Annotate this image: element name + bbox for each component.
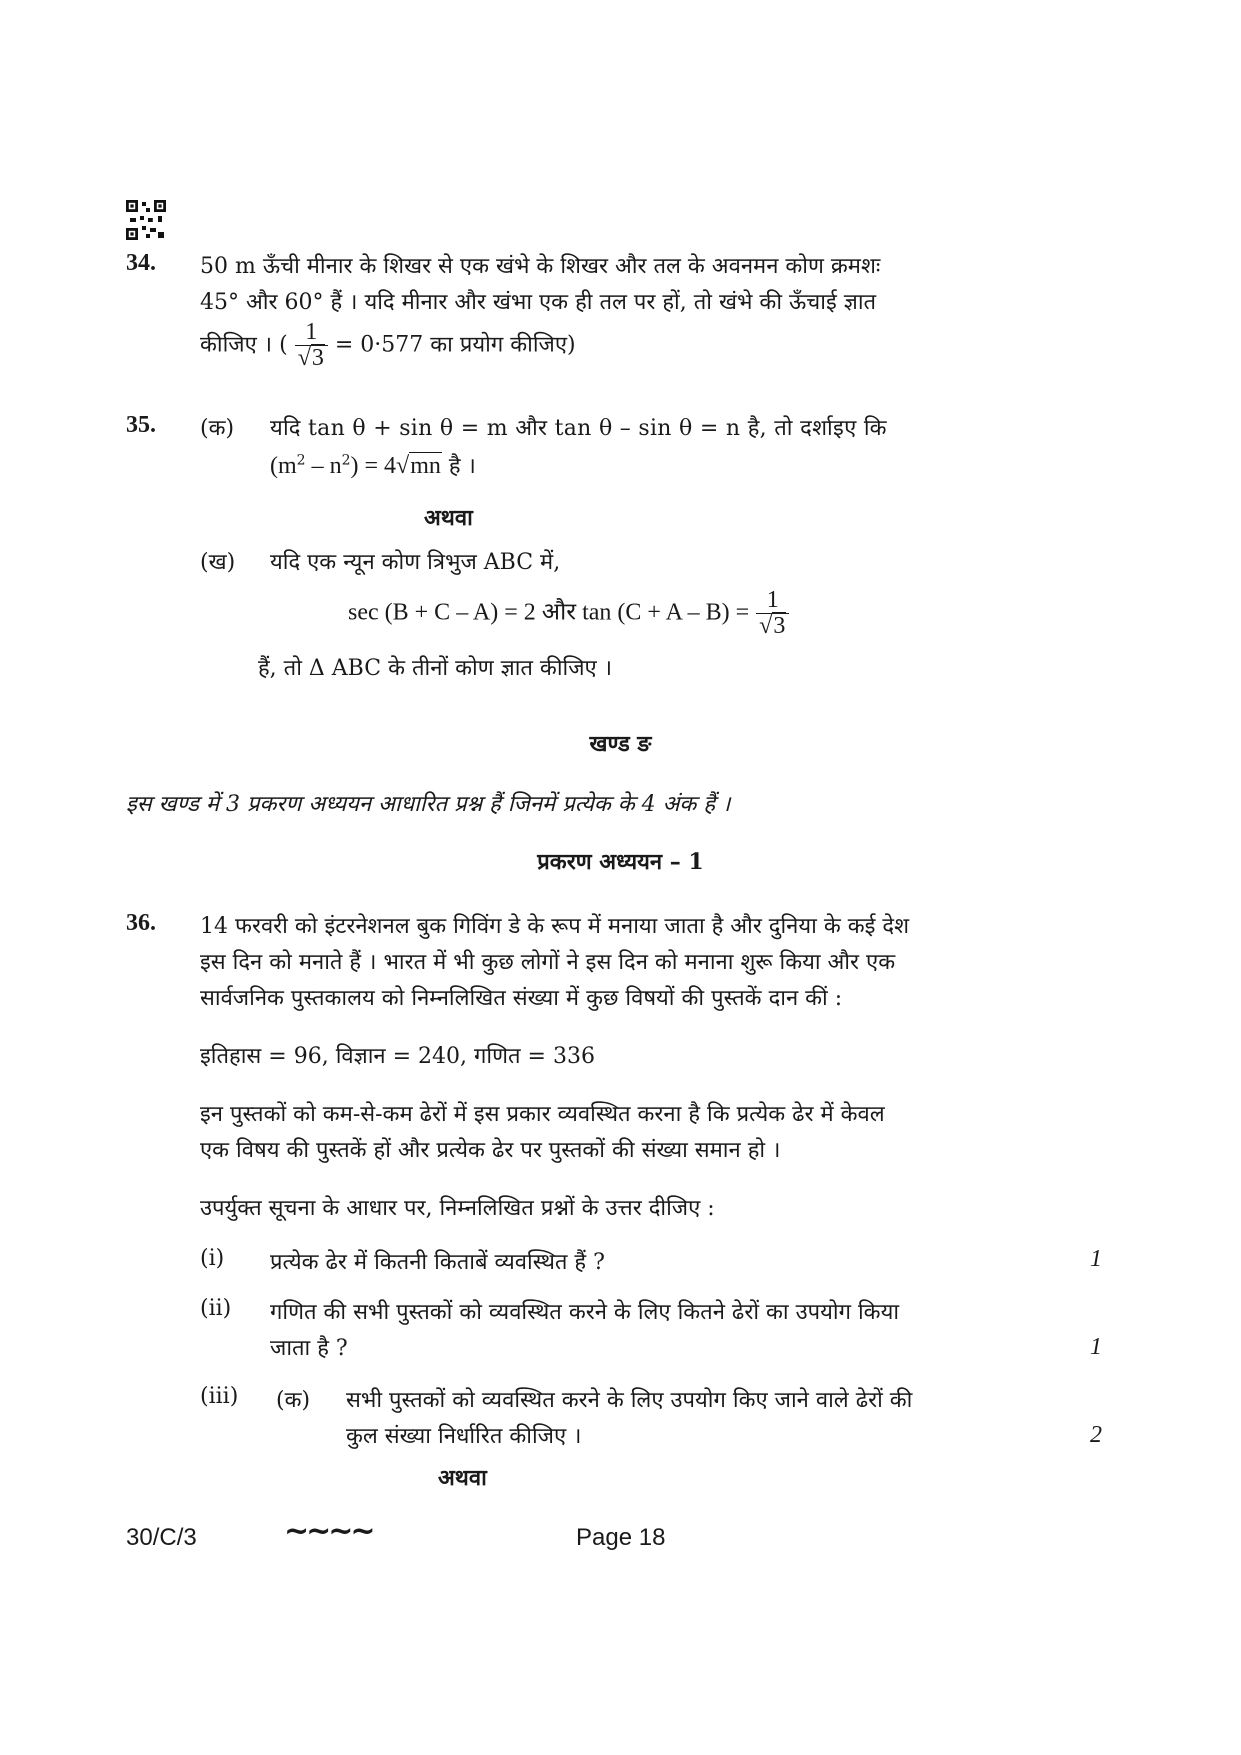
- q36-part-i-label: (i): [200, 1246, 225, 1271]
- q35-a-sup-1: 2: [296, 452, 306, 469]
- q34-line-3: [200, 320, 576, 371]
- q36-part-ii-label: (ii): [200, 1296, 232, 1321]
- footer-paper-code: 30/C/3: [126, 1524, 197, 1551]
- q34-line-1: 50 m ऊँची मीनार के शिखर से एक खंभे के शिखर और तल के अवनमन कोण क्रमशः: [200, 254, 881, 279]
- q36-or-label: अथवा: [438, 1465, 487, 1491]
- q35-a-radicand: mn: [410, 453, 441, 479]
- footer-ornament: ~~~~: [284, 1514, 373, 1549]
- q36-p3: उपर्युक्त सूचना के आधार पर, निम्नलिखित प्रश्नों के उत्तर दीजिए :: [200, 1196, 715, 1221]
- question-number-35: 35.: [126, 412, 156, 438]
- q35-b-line-3: हैं, तो Δ ABC के तीनों कोण ज्ञात कीजिए ।: [258, 656, 613, 681]
- q36-part-iii-sub-label: (क): [276, 1388, 311, 1413]
- q35-a-line-1: यदि tan θ + sin θ = m और tan θ – sin θ = n है, तो दर्शाइए कि: [270, 416, 887, 441]
- q35-a-eq-mid: – n: [305, 453, 342, 479]
- q36-part-iii-label: (iii): [200, 1384, 239, 1409]
- q36-part-i-text: प्रत्येक ढेर में कितनी किताबें व्यवस्थित हैं ?: [270, 1250, 605, 1275]
- q36-p2-line-1: इन पुस्तकों को कम-से-कम ढेरों में इस प्रकार व्यवस्थित करना है कि प्रत्येक ढेर में केवल: [200, 1102, 885, 1127]
- q35-b-line-1: यदि एक न्यून कोण त्रिभुज ABC में,: [270, 550, 561, 575]
- q35-b-eq-text: sec (B + C – A) = 2 और tan (C + A – B) =: [348, 599, 750, 626]
- q34-line-3-pre: कीजिए । (: [200, 332, 288, 358]
- q34-frac-numerator: 1: [295, 320, 328, 346]
- q34-line-3-post: = 0·577 का प्रयोग कीजिए): [334, 332, 576, 358]
- q35-or-label: अथवा: [424, 505, 473, 531]
- q35-a-line-2: [270, 450, 476, 480]
- q35-a-eq-post: ) = 4: [350, 453, 397, 479]
- q35-b-equation: [348, 588, 789, 639]
- section-title: खण्ड ङ: [589, 731, 652, 757]
- q34-line-2: 45° और 60° हैं । यदि मीनार और खंभा एक ही तल पर हों, तो खंभे की ऊँचाई ज्ञात: [200, 290, 877, 315]
- q36-p1-line-3: सार्वजनिक पुस्तकालय को निम्नलिखित संख्या में कुछ विषयों की पुस्तकें दान कीं :: [200, 986, 843, 1011]
- q36-part-iii-line-1: सभी पुस्तकों को व्यवस्थित करने के लिए उपयोग किए जाने वाले ढेरों की: [346, 1388, 913, 1413]
- q36-part-ii-marks: 1: [1090, 1334, 1102, 1360]
- q36-part-iii-line-2: कुल संख्या निर्धारित कीजिए ।: [346, 1424, 582, 1449]
- question-number-34: 34.: [126, 250, 156, 276]
- q35-part-b-label: (ख): [200, 550, 236, 575]
- q35-b-frac-denominator: √3: [759, 613, 786, 640]
- q35-b-frac-numerator: 1: [756, 588, 789, 614]
- q35-a-eq-end: है ।: [441, 454, 476, 479]
- case-study-title: प्रकरण अध्ययन – 1: [537, 849, 704, 875]
- q36-part-iii-marks: 2: [1090, 1422, 1102, 1448]
- qr-code-icon: [126, 200, 166, 240]
- section-instruction: इस खण्ड में 3 प्रकरण अध्ययन आधारित प्रश्न हैं जिनमें प्रत्येक के 4 अंक हैं ।: [126, 792, 731, 817]
- q34-fraction: [295, 320, 328, 371]
- q34-frac-radicand: 3: [311, 345, 324, 372]
- q35-a-sqrt: √mn: [396, 453, 441, 479]
- question-number-36: 36.: [126, 910, 156, 936]
- q35-part-a-label: (क): [200, 416, 235, 441]
- q36-p1-line-2: इस दिन को मनाते हैं । भारत में भी कुछ लोगों ने इस दिन को मनाना शुरू किया और एक: [200, 950, 896, 975]
- q35-b-fraction: [756, 588, 789, 639]
- q35-a-sup-2: 2: [341, 452, 351, 469]
- q36-p1-line-1: 14 फरवरी को इंटरनेशनल बुक गिविंग डे के रूप में मनाया जाता है और दुनिया के कई देश: [200, 914, 910, 939]
- q36-part-ii-line-1: गणित की सभी पुस्तकों को व्यवस्थित करने के लिए कितने ढेरों का उपयोग किया: [270, 1300, 900, 1325]
- q36-p2-line-2: एक विषय की पुस्तकें हों और प्रत्येक ढेर पर पुस्तकों की संख्या समान हो ।: [200, 1138, 781, 1163]
- q36-part-ii-line-2: जाता है ?: [270, 1336, 348, 1361]
- q35-a-eq-pre: (m: [270, 453, 297, 479]
- q36-data-line: इतिहास = 96, विज्ञान = 240, गणित = 336: [200, 1044, 595, 1069]
- q36-part-i-marks: 1: [1090, 1246, 1102, 1272]
- q34-frac-denominator: √3: [297, 345, 324, 372]
- footer-page-number: Page 18: [576, 1524, 666, 1551]
- q35-b-frac-radicand: 3: [773, 613, 786, 640]
